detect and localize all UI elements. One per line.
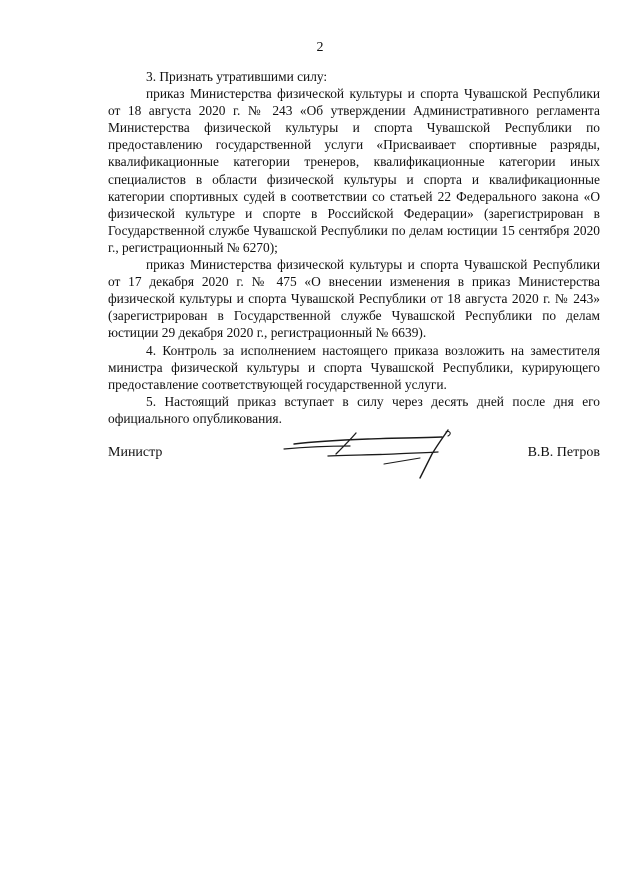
repealed-order-243: приказ Министерства физической культуры и спорта Чувашской Республики от 18 августа 2020 г. № 243 «Об утверждении Административного регламента Министерства физической культуры и спорта Чувашской Республики по предоставлению государственной услуги «Присваивает спортивные разряды, квалификационные категории тренеров, квалификационные категории иных специалистов в области физической культуры и спорта и квалификационные категории спортивных судей в соответствии со статьей 22 Федерального закона «О физической культуре и спорте в Российской Федерации» (зарегистрирован в Государственной службе Чувашской Республики по делам юстиции 15 сентября 2020 г., регистрационный № 6270); xyxy=(108,86,600,255)
repealed-order-475: приказ Министерства физической культуры и спорта Чувашской Республики от 17 декабря 2020 г. № 475 «О внесении изменения в приказ Министерства физической культуры и спорта Чувашской Республики от 18 августа 2020 г. № 243» (зарегистрирован в Государственной службе Чувашской Республики по делам юстиции 29 декабря 2020 г., регистрационный № 6639). xyxy=(108,257,600,341)
paragraph-item-5: 5. Настоящий приказ вступает в силу через десять дней после дня его официального опубликования. xyxy=(108,393,600,426)
document-body xyxy=(108,68,600,427)
paragraph-item-3: 3. Признать утратившими силу: xyxy=(146,69,328,84)
signatory-position: Министр xyxy=(108,445,163,460)
signature-block xyxy=(108,424,600,488)
handwritten-signature xyxy=(280,424,460,488)
signatory-name: В.В. Петров xyxy=(527,445,600,460)
paragraph-item-4: 4. Контроль за исполнением настоящего приказа возложить на заместителя министра физической культуры и спорта Чувашской Республики, курирующего предоставление соответствующей государственной услуги. xyxy=(108,342,600,392)
page-number: 2 xyxy=(316,40,324,55)
